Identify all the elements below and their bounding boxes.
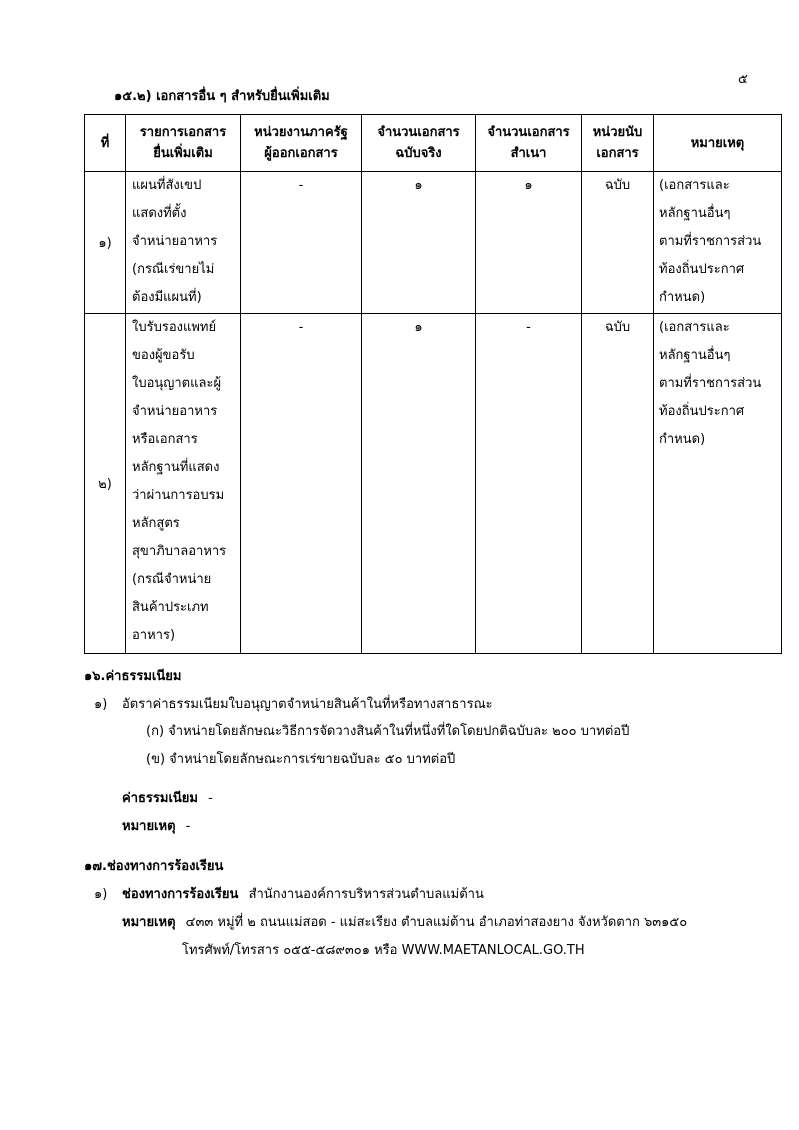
fees-item-number: ๑) [94, 697, 108, 712]
original-count: ๑ [362, 172, 476, 314]
document-name: ใบรับรองแพทย์ ของผู้ขอรับ ใบอนุญาตและผู้ จำหน่ายอาหาร หรือเอกสาร หลักฐานที่แสดง ว่าผ่านการอบรม หลักสูตร สุขาภิบาลอาหาร (กรณีจำหน่าย สินค้าประเภท อาหาร) [126, 314, 241, 654]
complaint-channel-value: สำนักงานองค์การบริหารส่วนตำบลแม่ต้าน [248, 887, 484, 902]
fees-sub-item-a: (ก) จำหน่ายโดยลักษณะวิธีการจัดวางสินค้าในที่หนึ่งที่ใดโดยปกติฉบับละ ๒๐๐ บาทต่อปี [146, 724, 630, 739]
fees-sub-item-b: (ข) จำหน่ายโดยลักษณะการเร่ขายฉบับละ ๕๐ บาทต่อปี [146, 752, 456, 767]
issuing-agency: - [241, 172, 362, 314]
complaint-note-line [122, 914, 687, 932]
copy-count: ๑ [476, 172, 582, 314]
table-row [85, 172, 782, 314]
fee-note-value: - [185, 819, 191, 834]
fee-label: ค่าธรรมเนียม [122, 791, 198, 806]
fee-note-label: หมายเหตุ [122, 819, 176, 834]
complaint-heading: ๑๗.ช่องทางการร้องเรียน [84, 859, 224, 874]
original-count: ๑ [362, 314, 476, 654]
unit: ฉบับ [582, 314, 654, 654]
copy-count: - [476, 314, 582, 654]
complaint-item-number: ๑) [94, 887, 108, 902]
issuing-agency: - [241, 314, 362, 654]
fee-note-line [122, 818, 190, 836]
fees-item-text: อัตราค่าธรรมเนียมใบอนุญาตจำหน่ายสินค้าในที่หรือทางสาธารณะ [122, 697, 493, 712]
complaint-contact: โทรศัพท์/โทรสาร ๐๕๕-๕๘๙๓๐๑ หรือ WWW.MAETANLOCAL.GO.TH [182, 943, 585, 958]
row-number: ๑) [85, 172, 126, 314]
header-document-list: รายการเอกสาร ยื่นเพิ่มเติม [126, 115, 241, 172]
complaint-address: ๔๓๓ หมู่ที่ ๒ ถนนแม่สอด - แม่สะเรียง ตำบลแม่ต้าน อำเภอท่าสองยาง จังหวัดตาก ๖๓๑๕๐ [185, 915, 688, 930]
table-header-row [85, 115, 782, 172]
header-no: ที่ [85, 115, 126, 172]
header-original-count: จำนวนเอกสาร ฉบับจริง [362, 115, 476, 172]
section-heading: ๑๕.๒) เอกสารอื่น ๆ สำหรับยื่นเพิ่มเติม [114, 89, 330, 104]
fees-heading: ๑๖.ค่าธรรมเนียม [84, 669, 182, 684]
fee-line [122, 790, 213, 808]
header-issuing-agency: หน่วยงานภาครัฐ ผู้ออกเอกสาร [241, 115, 362, 172]
complaint-note-label: หมายเหตุ [122, 915, 176, 930]
table-row [85, 314, 782, 654]
remarks: (เอกสารและ หลักฐานอื่นๆ ตามที่ราชการส่วน ท้องถิ่นประกาศ กำหนด) [654, 314, 782, 654]
header-unit: หน่วยนับ เอกสาร [582, 115, 654, 172]
header-remarks: หมายเหตุ [654, 115, 782, 172]
complaint-channel-line [122, 886, 484, 904]
document-name: แผนที่สังเขป แสดงที่ตั้ง จำหน่ายอาหาร (กรณีเร่ขายไม่ ต้องมีแผนที่) [126, 172, 241, 314]
row-number: ๒) [85, 314, 126, 654]
page-number: ๕ [738, 72, 748, 87]
remarks: (เอกสารและ หลักฐานอื่นๆ ตามที่ราชการส่วน ท้องถิ่นประกาศ กำหนด) [654, 172, 782, 314]
unit: ฉบับ [582, 172, 654, 314]
complaint-channel-label: ช่องทางการร้องเรียน [122, 887, 239, 902]
fee-value: - [208, 791, 213, 806]
header-copy-count: จำนวนเอกสาร สำเนา [476, 115, 582, 172]
additional-documents-table [84, 114, 782, 654]
